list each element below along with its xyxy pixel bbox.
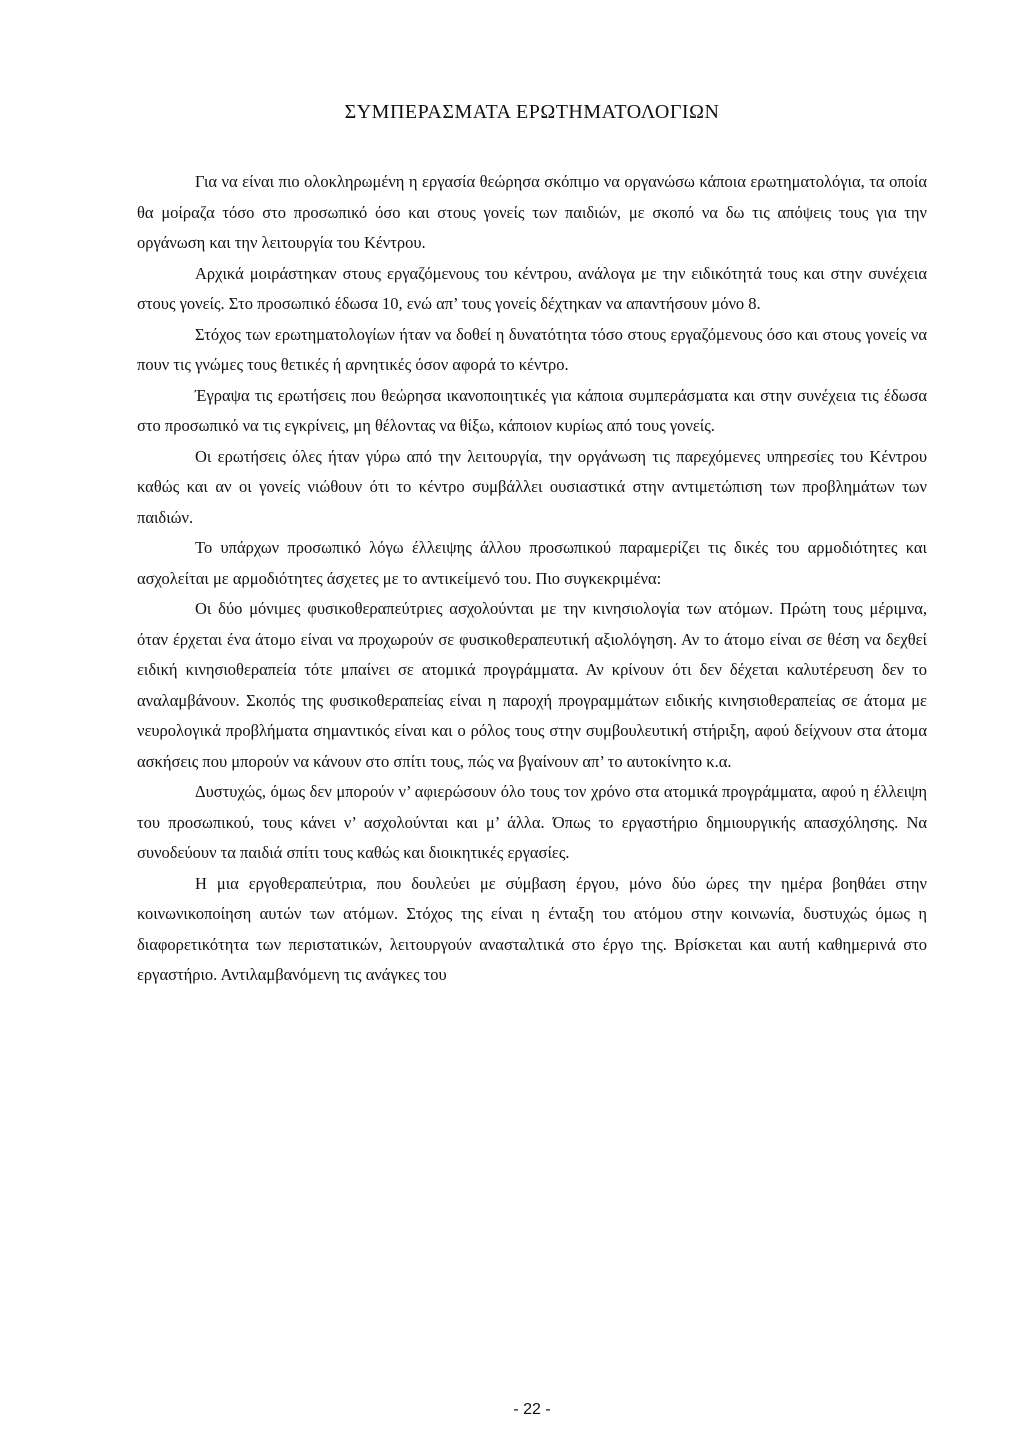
paragraph-2: Αρχικά μοιράστηκαν στους εργαζόμενους του κέντρου, ανάλογα με την ειδικότητά τους και στην συνέχεια στους γονείς. Στο προσωπικό έδωσα 10, ενώ απ’ τους γονείς δέχτηκαν να απαντήσουν μόνο 8.	[137, 263, 927, 313]
document-body	[137, 167, 927, 991]
paragraph-7: Οι δύο μόνιμες φυσικοθεραπεύτριες ασχολούνται με την κινησιολογία των ατόμων. Πρώτη τους μέριμνα, όταν έρχεται ένα άτομο είναι να προχωρούν σε φυσικοθεραπευτική αξιολόγηση. Αν το άτομο είναι σε θέση να δεχθεί ειδική κινησιοθεραπεία τότε μπαίνει σε ατομικά προγράμματα. Αν κρίνουν ότι δεν δέχεται καλυτέρευση δεν το αναλαμβάνουν. Σκοπός της φυσικοθεραπείας είναι η παροχή προγραμμάτων ειδικής κινησιοθεραπείας σε άτομα με νευρολογικά προβλήματα σημαντικός είναι και ο ρόλος τους στην συμβουλευτική στήριξη, αφού δείχνουν στα άτομα ασκήσεις που μπορούν να κάνουν στο σπίτι τους, πώς να βγαίνουν απ’ το αυτοκίνητο κ.α.	[137, 599, 927, 771]
paragraph-8: Δυστυχώς, όμως δεν μπορούν ν’ αφιερώσουν όλο τους τον χρόνο στα ατομικά προγράμματα, αφού η έλλειψη του προσωπικού, τους κάνει ν’ ασχολούνται και μ’ άλλα. Όπως το εργαστήριο δημιουργικής απασχόλησης. Να συνοδεύουν τα παιδιά σπίτι τους καθώς και διοικητικές εργασίες.	[137, 782, 927, 862]
paragraph-4: Έγραψα τις ερωτήσεις που θεώρησα ικανοποιητικές για κάποια συμπεράσματα και στην συνέχεια τις έδωσα στο προσωπικό να τις εγκρίνεις, μη θέλοντας να θίξω, κάποιον κυρίως από τους γονείς.	[137, 385, 927, 435]
paragraph-6: Το υπάρχων προσωπικό λόγω έλλειψης άλλου προσωπικού παραμερίζει τις δικές του αρμοδιότητες και ασχολείται με αρμοδιότητες άσχετες με το αντικείμενό του. Πιο συγκεκριμένα:	[137, 538, 927, 588]
paragraph-1: Για να είναι πιο ολοκληρωμένη η εργασία θεώρησα σκόπιμο να οργανώσω κάποια ερωτηματολόγια, τα οποία θα μοίραζα τόσο στο προσωπικό όσο και στους γονείς των παιδιών, με σκοπό να δω τις απόψεις τους για την οργάνωση και την λειτουργία του Κέντρου.	[137, 172, 927, 252]
page-title: ΣΥΜΠΕΡΑΣΜΑΤΑ ΕΡΩΤΗΜΑΤΟΛΟΓΙΩΝ	[344, 101, 720, 123]
paragraph-9: Η μια εργοθεραπεύτρια, που δουλεύει με σύμβαση έργου, μόνο δύο ώρες την ημέρα βοηθάει στην κοινωνικοποίηση αυτών των ατόμων. Στόχος της είναι η ένταξη του ατόμου στην κοινωνία, δυστυχώς όμως η διαφορετικότητα των περιστατικών, λειτουργούν ανασταλτικά στο έργο της. Βρίσκεται και αυτή καθημερινά στο εργαστήριο. Αντιλαμβανόμενη τις ανάγκες του	[137, 873, 927, 984]
paragraph-3: Στόχος των ερωτηματολογίων ήταν να δοθεί η δυνατότητα τόσο στους εργαζόμενους όσο και στους γονείς να πουν τις γνώμες τους θετικές ή αρνητικές όσον αφορά το κέντρο.	[137, 324, 927, 374]
page-number: - 22 -	[513, 1401, 551, 1418]
paragraph-5: Οι ερωτήσεις όλες ήταν γύρω από την λειτουργία, την οργάνωση τις παρεχόμενες υπηρεσίες του Κέντρου καθώς και αν οι γονείς νιώθουν ότι το κέντρο συμβάλλει ουσιαστικά στην αντιμετώπιση των προβλημάτων των παιδιών.	[137, 446, 927, 527]
document-page	[137, 0, 927, 1450]
